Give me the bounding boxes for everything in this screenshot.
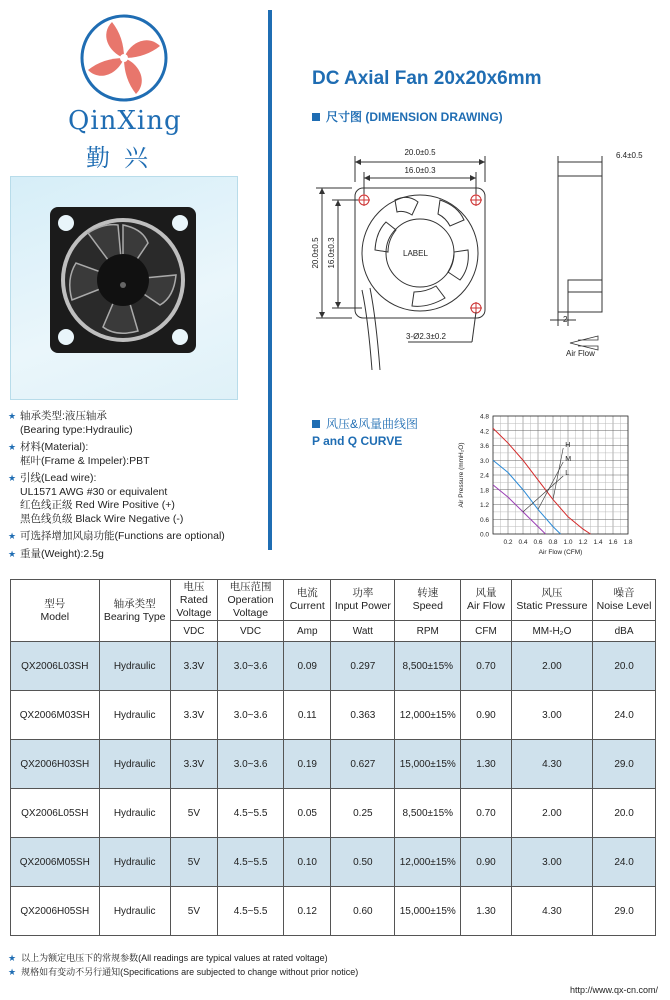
table-cell: 0.25 <box>331 789 395 838</box>
unit-cell: Amp <box>284 621 331 642</box>
table-cell: 0.10 <box>284 838 331 887</box>
x-tick-label: 1.0 <box>563 539 573 546</box>
square-bullet-icon <box>312 113 320 121</box>
label-text: LABEL <box>403 249 428 258</box>
table-cell: QX2006L05SH <box>11 789 100 838</box>
table-cell: 0.60 <box>331 887 395 936</box>
table-cell: QX2006H03SH <box>11 740 100 789</box>
footnote: ★ 以上为额定电压下的常规参数(All readings are typical values at rated voltage) <box>8 953 328 963</box>
column-header: 型号 Model <box>11 580 100 642</box>
unit-cell: Watt <box>331 621 395 642</box>
width-holes-dim: 16.0±0.3 <box>404 166 436 175</box>
table-cell: 8,500±15% <box>395 642 461 691</box>
table-cell: QX2006M05SH <box>11 838 100 887</box>
star-icon: ★ <box>8 531 17 541</box>
series-label: L <box>565 470 570 477</box>
footnotes <box>8 951 358 979</box>
table-cell: 3.0~3.6 <box>218 642 284 691</box>
table-cell: 5V <box>170 789 217 838</box>
table-cell: Hydraulic <box>99 740 170 789</box>
table-cell: 2.00 <box>511 789 592 838</box>
table-cell: 0.363 <box>331 691 395 740</box>
table-cell: 0.627 <box>331 740 395 789</box>
table-cell: 0.09 <box>284 642 331 691</box>
table-cell: 4.30 <box>511 740 592 789</box>
unit-cell: CFM <box>461 621 511 642</box>
column-header: 噪音 Noise Level <box>593 580 656 621</box>
table-cell: QX2006L03SH <box>11 642 100 691</box>
table-cell: 4.5~5.5 <box>218 887 284 936</box>
y-tick-label: 1.2 <box>479 502 489 509</box>
dimension-drawing <box>300 140 665 390</box>
table-cell: 8,500±15% <box>395 789 461 838</box>
table-cell: 0.19 <box>284 740 331 789</box>
series-leader-line <box>553 448 563 500</box>
table-cell: 1.30 <box>461 887 511 936</box>
table-cell: 2.00 <box>511 642 592 691</box>
unit-cell: RPM <box>395 621 461 642</box>
table-cell: QX2006H05SH <box>11 887 100 936</box>
table-cell: 3.00 <box>511 838 592 887</box>
table-cell: 15,000±15% <box>395 887 461 936</box>
column-header: 轴承类型 Bearing Type <box>99 580 170 642</box>
height-holes-dim: 16.0±0.3 <box>327 237 336 269</box>
y-tick-label: 0.6 <box>479 516 489 524</box>
x-tick-label: 0.2 <box>503 539 513 546</box>
column-header: 转速 Speed <box>395 580 461 621</box>
table-cell: 0.05 <box>284 789 331 838</box>
column-header: 风量 Air Flow <box>461 580 511 621</box>
x-tick-label: 1.2 <box>578 539 588 546</box>
table-cell: 24.0 <box>593 838 656 887</box>
y-tick-label: 3.0 <box>479 457 489 465</box>
table-row <box>11 838 656 887</box>
spec-weight: ★ 重量(Weight):2.5g <box>8 547 104 560</box>
table-cell: 29.0 <box>593 887 656 936</box>
table-cell: 3.3V <box>170 740 217 789</box>
table-cell: Hydraulic <box>99 887 170 936</box>
star-icon: ★ <box>8 442 17 452</box>
table-cell: 0.70 <box>461 789 511 838</box>
spec-material: ★ 材料(Material): 框叶(Frame & Impeler):PBT <box>8 441 150 467</box>
table-row <box>11 691 656 740</box>
column-header: 功率 Input Power <box>331 580 395 621</box>
unit-cell: dBA <box>593 621 656 642</box>
website-url[interactable]: http://www.qx-cn.com/ <box>569 985 658 995</box>
y-tick-label: 3.6 <box>479 443 489 450</box>
table-cell: 12,000±15% <box>395 691 461 740</box>
brand-logo <box>78 12 170 104</box>
table-cell: 0.90 <box>461 691 511 740</box>
brand-name-cn: 勤兴 <box>86 145 162 172</box>
y-tick-label: 4.2 <box>479 428 489 436</box>
x-tick-label: 1.8 <box>623 539 633 546</box>
y-tick-label: 4.8 <box>479 413 489 421</box>
table-cell: 12,000±15% <box>395 838 461 887</box>
star-icon: ★ <box>8 953 17 963</box>
column-header: 电压 Rated Voltage <box>170 580 217 621</box>
table-cell: 29.0 <box>593 740 656 789</box>
x-axis-label: Air Flow (CFM) <box>538 549 583 556</box>
y-tick-label: 2.4 <box>479 472 489 480</box>
airflow-label: Air Flow <box>566 349 595 358</box>
table-cell: Hydraulic <box>99 691 170 740</box>
footnote: ★ 规格如有变动不另行通知(Specifications are subjected to change without prior notice) <box>8 967 359 977</box>
table-cell: Hydraulic <box>99 789 170 838</box>
series-leader-line <box>538 462 563 509</box>
y-tick-label: 1.8 <box>479 487 489 495</box>
table-row <box>11 887 656 936</box>
unit-cell: VDC <box>218 621 284 642</box>
star-icon: ★ <box>8 411 17 421</box>
table-cell: 3.3V <box>170 642 217 691</box>
holes-dim: 3-Ø2.3±0.2 <box>406 332 446 341</box>
unit-cell: MM-H₂O <box>511 621 592 642</box>
table-cell: Hydraulic <box>99 838 170 887</box>
table-cell: 4.30 <box>511 887 592 936</box>
table-cell: 3.0~3.6 <box>218 740 284 789</box>
spec-lead-wire: ★ 引线(Lead wire): UL1571 AWG #30 or equivalent 红色线正级 Red Wire Positive (+) 黑色线负级 Black Wire Negative (-) <box>8 472 184 525</box>
table-cell: 0.12 <box>284 887 331 936</box>
table-cell: 0.70 <box>461 642 511 691</box>
star-icon: ★ <box>8 473 17 483</box>
pq-curve-chart <box>455 408 650 563</box>
x-tick-label: 1.6 <box>608 539 618 546</box>
table-row <box>11 789 656 838</box>
spec-list <box>8 410 263 565</box>
y-axis-label: Air Pressure (mmH₂O) <box>458 442 465 508</box>
table-row <box>11 740 656 789</box>
gap-dim: 2 <box>563 315 568 324</box>
series-label: H <box>565 442 571 449</box>
thickness-dim: 6.4±0.5 <box>616 151 643 160</box>
table-cell: 15,000±15% <box>395 740 461 789</box>
dimension-heading: 尺寸图 (DIMENSION DRAWING) <box>312 108 503 125</box>
table-cell: 1.30 <box>461 740 511 789</box>
table-header-row <box>11 580 656 621</box>
table-row <box>11 642 656 691</box>
width-outer-dim: 20.0±0.5 <box>404 148 436 157</box>
spec-bearing: ★ 轴承类型:液压轴承 (Bearing type:Hydraulic) <box>8 410 133 436</box>
square-bullet-icon <box>312 420 320 428</box>
table-cell: 3.0~3.6 <box>218 691 284 740</box>
column-header: 电流 Current <box>284 580 331 621</box>
star-icon: ★ <box>8 967 17 977</box>
unit-cell: VDC <box>170 621 217 642</box>
x-tick-label: 1.4 <box>593 539 603 546</box>
x-tick-label: 0.6 <box>533 539 543 546</box>
column-header: 风压 Static Pressure <box>511 580 592 621</box>
table-cell: 5V <box>170 887 217 936</box>
column-header: 电压范围 Operation Voltage <box>218 580 284 621</box>
spec-functions: ★ 可选择增加风扇功能(Functions are optional) <box>8 530 225 542</box>
table-cell: 0.90 <box>461 838 511 887</box>
table-cell: 0.297 <box>331 642 395 691</box>
series-label: M <box>565 456 572 463</box>
x-tick-label: 0.4 <box>518 539 528 546</box>
brand-name: QinXing <box>68 106 182 136</box>
star-icon: ★ <box>8 548 17 559</box>
spec-table <box>10 579 656 936</box>
x-tick-label: 0.8 <box>548 539 558 546</box>
table-cell: QX2006M03SH <box>11 691 100 740</box>
table-cell: 24.0 <box>593 691 656 740</box>
height-outer-dim: 20.0±0.5 <box>311 237 320 269</box>
divider <box>268 10 272 550</box>
table-cell: 0.11 <box>284 691 331 740</box>
product-photo <box>48 205 198 355</box>
series-line-H <box>493 428 591 534</box>
page-title: DC Axial Fan 20x20x6mm <box>312 68 542 89</box>
table-cell: Hydraulic <box>99 642 170 691</box>
table-cell: 4.5~5.5 <box>218 838 284 887</box>
table-cell: 5V <box>170 838 217 887</box>
table-cell: 20.0 <box>593 642 656 691</box>
table-cell: 4.5~5.5 <box>218 789 284 838</box>
y-tick-label: 0.0 <box>479 531 489 539</box>
table-cell: 3.3V <box>170 691 217 740</box>
table-cell: 3.00 <box>511 691 592 740</box>
curve-heading: 风压&风量曲线图 P and Q CURVE <box>312 417 419 448</box>
table-cell: 0.50 <box>331 838 395 887</box>
series-leader-line <box>523 476 563 512</box>
table-cell: 20.0 <box>593 789 656 838</box>
